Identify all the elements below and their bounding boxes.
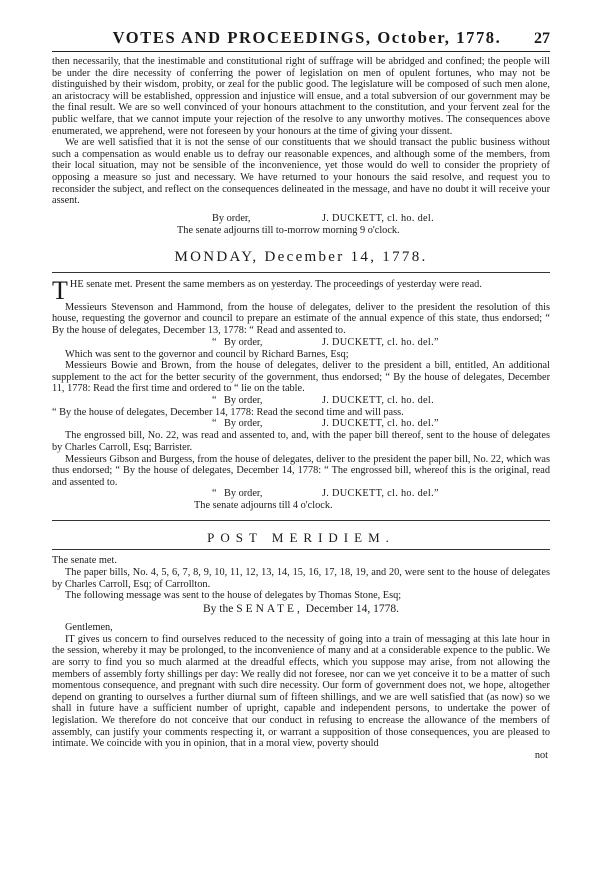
monday-paragraph-3: Which was sent to the governor and council by Richard Barnes, Esq; <box>65 348 349 360</box>
post-paragraph-1: The senate met. <box>52 555 117 567</box>
signature-line <box>52 418 550 430</box>
running-title: VOTES AND PROCEEDINGS, October, 1778. <box>112 28 502 47</box>
signature-line <box>52 395 550 407</box>
continuation-paragraph-1: then necessarily, that the inestimable and constitutional right of suffrage will be abridged and confined; the people will be under the dire necessity of conferring the power of legislation on men of opulent fortunes, who may not be distinguished by their wisdom, probity, or zeal for the public good. The legislature will be composed of such men alone, an aristocracy will be established, oppression and injustice will ensue, and a total subversion of our government may be the final result. We are so well convinced of your honours attachment to the constitution, and your fervent zeal for the public welfare, that we cannot impute your rejection of the resolve to any unworthy motives. The consequences above enumerated, we apprehend, were not foreseen by your honours at the time of giving your dissent. <box>52 56 550 137</box>
signature-line <box>52 337 550 349</box>
signature-by: “ By order, <box>212 336 263 348</box>
salutation: Gentlemen, <box>65 621 113 633</box>
signature-line <box>52 213 550 225</box>
header-rule <box>52 51 550 52</box>
section-rule <box>52 520 550 521</box>
section-rule <box>52 272 550 273</box>
post-paragraph-3: The following message was sent to the house of delegates by Thomas Stone, Esq; <box>65 590 402 602</box>
page-number: 27 <box>534 30 550 47</box>
monday-paragraph-2: Messieurs Stevenson and Hammond, from the house of delegates, deliver to the president the resolution of this house, requesting the governor and council to prepare an estimate of the annual expence of this state, thus endorsed; “ By the house of delegates, December 13, 1778: “ Read and assented to. <box>52 301 550 336</box>
post-paragraph-2: The paper bills, No. 4, 5, 6, 7, 8, 9, 10, 11, 12, 13, 14, 15, 16, 17, 18, 19, and 20, were sent to the house of delegates by Charles Carroll, Esq; of Carrollton. <box>52 567 550 590</box>
message-body: IT gives us concern to find ourselves reduced to the necessity of going into a train of messaging at this late hour in the session, whereby it may be prolonged, to the inconvenience of many and at a considerable expence to the public. We are sorry to find you so much alarmed at the dreadful effects, which you suppose may arise, from not allowing the members of assembly forty shillings per day: We really did not foresee, nor can we yet conceive it to be a matter of such momentous consequence, and pregnant with such dire necessity. Our form of government does not, we hope, altogether depend on granting to ourselves a further diurnal sum of fifteen shillings, and we are well satisfied that (as now) so we shall in future have a sufficient number of upright, capable and independent persons, to undertake the power of legislation. We therefore do not conceive that our conduct in refusing to encrease the allowance of the members of assembly, can justify your comments respecting it, or warrant a supposition of those consequences, you are pleased to intimate. We coincide with you in opinion, that in a moral view, poverty should <box>52 633 550 750</box>
message-heading: By the SENATE, December 14, 1778. <box>202 602 400 615</box>
section-heading-monday: MONDAY, December 14, 1778. <box>174 248 428 265</box>
monday-paragraph-1: THE senate met. Present the same members as on yesterday. The proceedings of yesterday were read. <box>52 275 482 305</box>
monday-paragraph-6: The engrossed bill, No. 22, was read and assented to, and, with the paper bill thereof, sent to the house of delegates by Charles Carroll, Esq; Barrister. <box>52 430 550 454</box>
signature-by: “ By order, <box>212 394 263 406</box>
continuation-paragraph-2: We are well satisfied that it is not the sense of our constituents that we should transact the public business without such a compensation as would enable us to defray our reasonable expences, and although some of the members, from their local situation, may not be sensible of the inconvenience, yet those would do well to consider the propriety of opposing a measure so just and necessary. We have returned to your honours the said resolve, and request you to reconsider the subject, and reflect on the consequences delineated in the message, and have no doubt it will receive your assent. <box>52 137 550 207</box>
catchword: not <box>534 749 548 761</box>
signature-by: By order, <box>212 212 251 224</box>
monday-paragraph-5: “ By the house of delegates, December 14, 1778: Read the second time and will pass. <box>52 406 404 418</box>
signature-name: J. DUCKETT, cl. ho. del. <box>322 212 434 224</box>
adjournment-note: The senate adjourns till 4 o'clock. <box>194 500 333 512</box>
signature-name: J. DUCKETT, cl. ho. del.” <box>322 488 439 500</box>
monday-paragraph-4: Messieurs Bowie and Brown, from the house of delegates, deliver to the president a bill, entitled, An additional supplement to the act for the better security of the government, thus endorsed; “ By the house of delegates, December 11, 1778: Read the first time and ordered to “ lie on the table. <box>52 360 550 395</box>
signature-name: J. DUCKETT, cl. ho. del.” <box>322 418 439 430</box>
signature-name: J. DUCKETT, cl. ho. del.” <box>322 336 439 348</box>
drop-cap: T <box>52 275 68 305</box>
adjournment-note: The senate adjourns till to-morrow morning 9 o'clock. <box>177 224 400 236</box>
senate-word: SENATE, <box>236 602 303 615</box>
signature-by: “ By order, <box>212 488 263 500</box>
running-head <box>52 0 550 48</box>
section-heading-post-meridiem: POST MERIDIEM. <box>207 530 395 546</box>
signature-line <box>52 488 550 500</box>
signature-name: J. DUCKETT, cl. ho. del. <box>322 394 434 406</box>
monday-paragraph-7: Messieurs Gibson and Burgess, from the house of delegates, deliver to the president the paper bill, No. 22, which was thus endorsed; “ By the house of delegates, December 14, 1778: “ The engrossed bill, whereof this is the original, read and assented to. <box>52 453 550 488</box>
signature-by: “ By order, <box>212 418 263 430</box>
section-rule <box>52 549 550 550</box>
